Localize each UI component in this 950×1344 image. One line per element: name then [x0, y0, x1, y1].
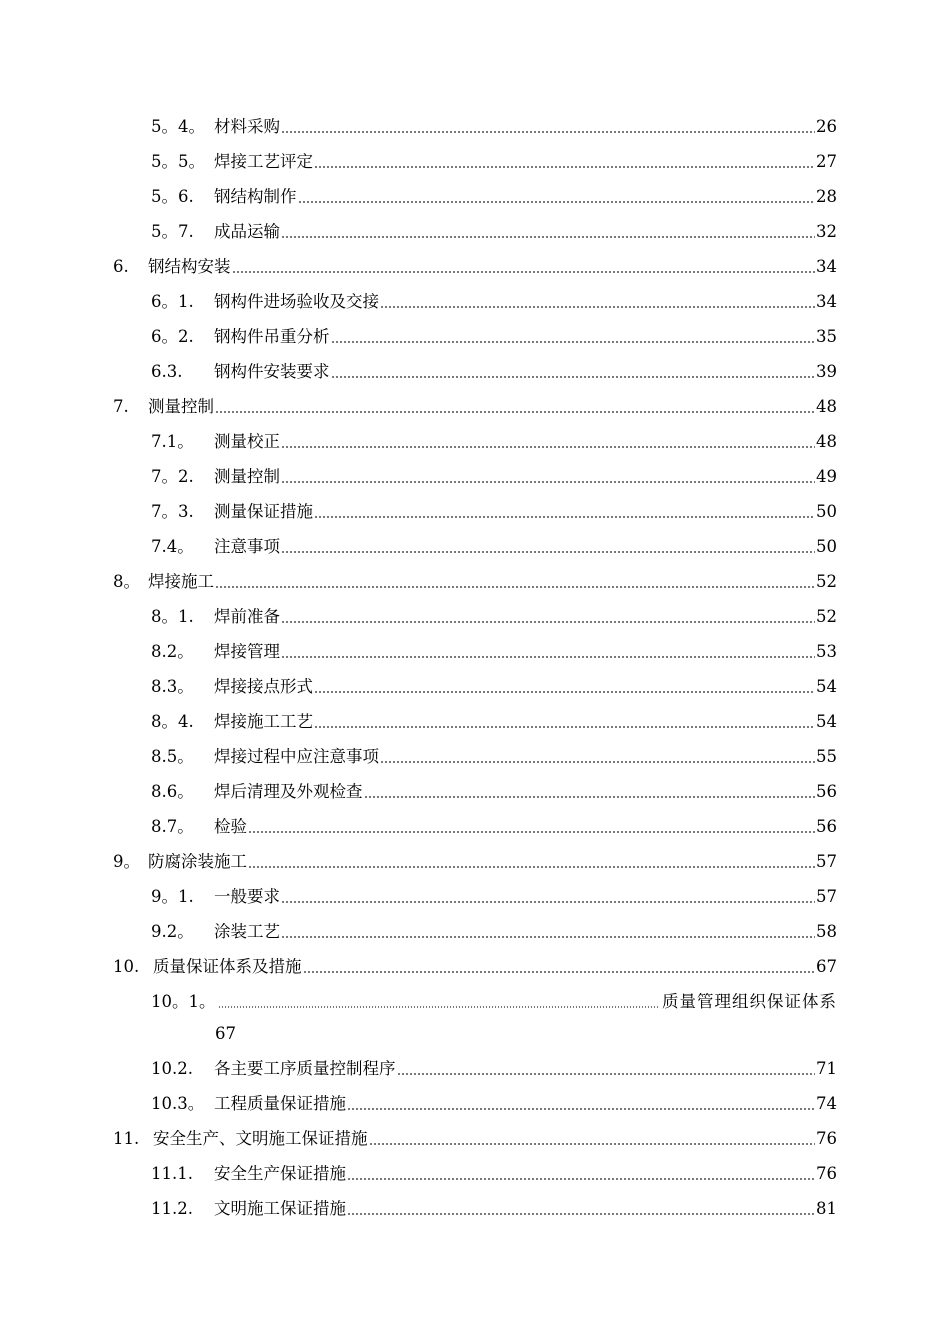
- toc-dot-leader: [281, 236, 815, 238]
- toc-entry[interactable]: [151, 707, 837, 733]
- toc-entry-title: 焊后清理及外观检查: [214, 782, 363, 801]
- toc-entry-page-wrapped: [215, 1019, 236, 1045]
- toc-entry[interactable]: [151, 742, 837, 768]
- toc-dot-leader: [281, 656, 815, 658]
- toc-entry-number: 8.3。: [151, 677, 194, 696]
- toc-entry-page: 52: [816, 572, 837, 591]
- toc-entry-page: 34: [816, 292, 837, 311]
- toc-entry-title: 各主要工序质量控制程序: [214, 1059, 396, 1078]
- toc-entry-number: 7。2.: [151, 467, 194, 486]
- toc-dot-leader: [397, 1073, 816, 1075]
- toc-dot-leader: [298, 201, 816, 203]
- toc-entry-title: 钢构件安装要求: [214, 362, 330, 381]
- toc-entry[interactable]: [151, 777, 837, 803]
- toc-entry-title: 测量控制: [214, 467, 280, 486]
- toc-entry-number: 6.: [113, 257, 129, 276]
- toc-entry-page: 67: [816, 957, 837, 976]
- toc-entry-page: 34: [816, 257, 837, 276]
- toc-entry-number: 9。: [113, 852, 140, 871]
- toc-entry[interactable]: [151, 1194, 837, 1220]
- toc-entry-page: 74: [816, 1094, 837, 1113]
- toc-entry-title: 涂装工艺: [214, 922, 280, 941]
- toc-entry[interactable]: [151, 182, 837, 208]
- toc-entry-number: 8。: [113, 572, 140, 591]
- toc-entry-number: 10.2.: [151, 1059, 193, 1078]
- toc-entry-number: 7.1。: [151, 432, 194, 451]
- toc-entry[interactable]: [151, 357, 837, 383]
- toc-dot-leader: [314, 691, 815, 693]
- toc-entry-number: 7.4。: [151, 537, 194, 556]
- toc-entry-page: 50: [816, 537, 837, 556]
- toc-entry-page: 71: [816, 1059, 837, 1078]
- toc-entry-title: 焊接工艺评定: [214, 152, 313, 171]
- toc-entry-title: 焊接施工: [148, 572, 214, 591]
- toc-entry-wrapped[interactable]: [151, 987, 837, 1013]
- toc-entry-number: 8。4.: [151, 712, 194, 731]
- toc-entry-number: 11.: [113, 1129, 140, 1148]
- toc-entry-number: 9。1.: [151, 887, 194, 906]
- toc-entry-number: 10.3。: [151, 1094, 205, 1113]
- toc-entry-number: 6。1.: [151, 292, 194, 311]
- toc-entry-title: 注意事项: [214, 537, 280, 556]
- toc-entry-title: 工程质量保证措施: [214, 1094, 346, 1113]
- toc-entry-number: 11.1.: [151, 1164, 193, 1183]
- toc-entry-number: 5。7.: [151, 222, 194, 241]
- toc-entry-page: 57: [816, 852, 837, 871]
- toc-entry-page: 35: [816, 327, 837, 346]
- toc-entry-number: 9.2。: [151, 922, 194, 941]
- toc-entry-page: 55: [816, 747, 837, 766]
- toc-entry-title: 钢结构制作: [214, 187, 297, 206]
- toc-entry[interactable]: [151, 497, 837, 523]
- toc-dot-leader: [215, 411, 815, 413]
- toc-entry[interactable]: [113, 392, 837, 418]
- toc-entry-title: 防腐涂装施工: [148, 852, 247, 871]
- toc-dot-leader: [380, 306, 815, 308]
- toc-entry-title: 焊接施工工艺: [214, 712, 313, 731]
- toc-dot-leader: [232, 271, 816, 273]
- toc-entry[interactable]: [151, 532, 837, 558]
- toc-entry-title: 文明施工保证措施: [214, 1199, 346, 1218]
- toc-entry-number: 11.2.: [151, 1199, 193, 1218]
- toc-entry[interactable]: [151, 1089, 837, 1115]
- toc-dot-leader: [281, 936, 815, 938]
- toc-entry-page: 76: [816, 1129, 837, 1148]
- toc-dot-leader: [248, 831, 815, 833]
- toc-entry-title: 检验: [214, 817, 247, 836]
- toc-entry-number: 5。4。: [151, 117, 205, 136]
- toc-entry-page: 49: [816, 467, 837, 486]
- toc-dot-leader: [281, 551, 815, 553]
- toc-entry-title: 焊接过程中应注意事项: [214, 747, 379, 766]
- toc-entry[interactable]: [151, 147, 837, 173]
- toc-dot-leader: [331, 341, 816, 343]
- toc-dot-leader: [281, 446, 815, 448]
- toc-entry-page: 76: [816, 1164, 837, 1183]
- toc-dot-leader: [314, 516, 815, 518]
- toc-entry-page: 48: [816, 397, 837, 416]
- toc-dot-leader: [364, 796, 816, 798]
- toc-entry-page: 39: [816, 362, 837, 381]
- toc-entry-page: 32: [816, 222, 837, 241]
- toc-entry[interactable]: [151, 1054, 837, 1080]
- toc-entry-title: 质量管理组织保证体系: [662, 992, 837, 1011]
- toc-entry-title: 测量控制: [148, 397, 214, 416]
- toc-entry-title: 一般要求: [214, 887, 280, 906]
- toc-entry[interactable]: [151, 882, 837, 908]
- toc-dot-leader: [331, 376, 816, 378]
- toc-entry-page: 28: [816, 187, 837, 206]
- toc-dot-leader: [314, 726, 815, 728]
- toc-dot-leader: [314, 166, 815, 168]
- toc-entry-page: 54: [816, 712, 837, 731]
- toc-entry-page: 54: [816, 677, 837, 696]
- toc-entry[interactable]: [151, 322, 837, 348]
- toc-entry-title: 焊接接点形式: [214, 677, 313, 696]
- toc-entry-page: 56: [816, 782, 837, 801]
- toc-entry-page: 53: [816, 642, 837, 661]
- toc-dot-leader: [281, 621, 815, 623]
- toc-entry-title: 测量校正: [214, 432, 280, 451]
- toc-entry-page: 67: [215, 1024, 236, 1043]
- toc-dot-leader: [347, 1213, 815, 1215]
- toc-entry-page: 57: [816, 887, 837, 906]
- toc-entry-page: 58: [816, 922, 837, 941]
- toc-entry-number: 5。6.: [151, 187, 194, 206]
- toc-dot-leader: [347, 1178, 815, 1180]
- toc-entry-title: 钢结构安装: [148, 257, 231, 276]
- toc-entry-page: 81: [816, 1199, 837, 1218]
- toc-dot-leader: [369, 1143, 816, 1145]
- toc-dot-leader: [215, 586, 815, 588]
- toc-entry-number: 7。3.: [151, 502, 194, 521]
- toc-entry-title: 成品运输: [214, 222, 280, 241]
- toc-entry-title: 焊前准备: [214, 607, 280, 626]
- toc-entry-title: 安全生产保证措施: [214, 1164, 346, 1183]
- toc-entry-page: 48: [816, 432, 837, 451]
- toc-entry[interactable]: [113, 952, 837, 978]
- toc-entry-page: 52: [816, 607, 837, 626]
- toc-entry-title: 安全生产、文明施工保证措施: [153, 1129, 368, 1148]
- toc-entry[interactable]: [151, 217, 837, 243]
- toc-entry[interactable]: [151, 1159, 837, 1185]
- toc-entry-page: 27: [816, 152, 837, 171]
- toc-dot-leader: [248, 866, 815, 868]
- toc-entry[interactable]: [151, 917, 837, 943]
- toc-entry-number: 6.3.: [151, 362, 183, 381]
- toc-entry-number: 10.: [113, 957, 140, 976]
- toc-entry-number: 8。1.: [151, 607, 194, 626]
- toc-dot-leader: [281, 131, 815, 133]
- toc-entry-number: 6。2.: [151, 327, 194, 346]
- toc-entry[interactable]: [113, 252, 837, 278]
- toc-entry-title: 钢构件进场验收及交接: [214, 292, 379, 311]
- toc-dot-leader: [303, 971, 816, 973]
- toc-entry[interactable]: [151, 112, 837, 138]
- toc-entry[interactable]: [151, 637, 837, 663]
- toc-entry[interactable]: [151, 462, 837, 488]
- toc-entry-number: 8.5。: [151, 747, 194, 766]
- toc-entry-number: 10。1。: [151, 992, 216, 1011]
- toc-entry-title: 质量保证体系及措施: [153, 957, 302, 976]
- toc-entry-page: 26: [816, 117, 837, 136]
- toc-entry[interactable]: [151, 287, 837, 313]
- toc-entry[interactable]: [151, 427, 837, 453]
- toc-dot-leader: [347, 1108, 815, 1110]
- toc-entry[interactable]: [151, 602, 837, 628]
- toc-entry[interactable]: [113, 1124, 837, 1150]
- toc-dot-leader: [380, 761, 815, 763]
- toc-dot-leader: [218, 1006, 661, 1008]
- toc-entry-page: 56: [816, 817, 837, 836]
- toc-entry[interactable]: [113, 847, 837, 873]
- toc-entry[interactable]: [113, 567, 837, 593]
- toc-entry-page: 50: [816, 502, 837, 521]
- toc-entry[interactable]: [151, 812, 837, 838]
- toc-entry-number: 8.7。: [151, 817, 194, 836]
- toc-dot-leader: [281, 481, 815, 483]
- toc-entry-number: 5。5。: [151, 152, 205, 171]
- toc-dot-leader: [281, 901, 815, 903]
- toc-entry-title: 测量保证措施: [214, 502, 313, 521]
- toc-entry[interactable]: [151, 672, 837, 698]
- toc-entry-title: 钢构件吊重分析: [214, 327, 330, 346]
- toc-entry-number: 8.2。: [151, 642, 194, 661]
- toc-entry-title: 材料采购: [214, 117, 280, 136]
- toc-entry-number: 7.: [113, 397, 129, 416]
- toc-entry-title: 焊接管理: [214, 642, 280, 661]
- toc-entry-number: 8.6。: [151, 782, 194, 801]
